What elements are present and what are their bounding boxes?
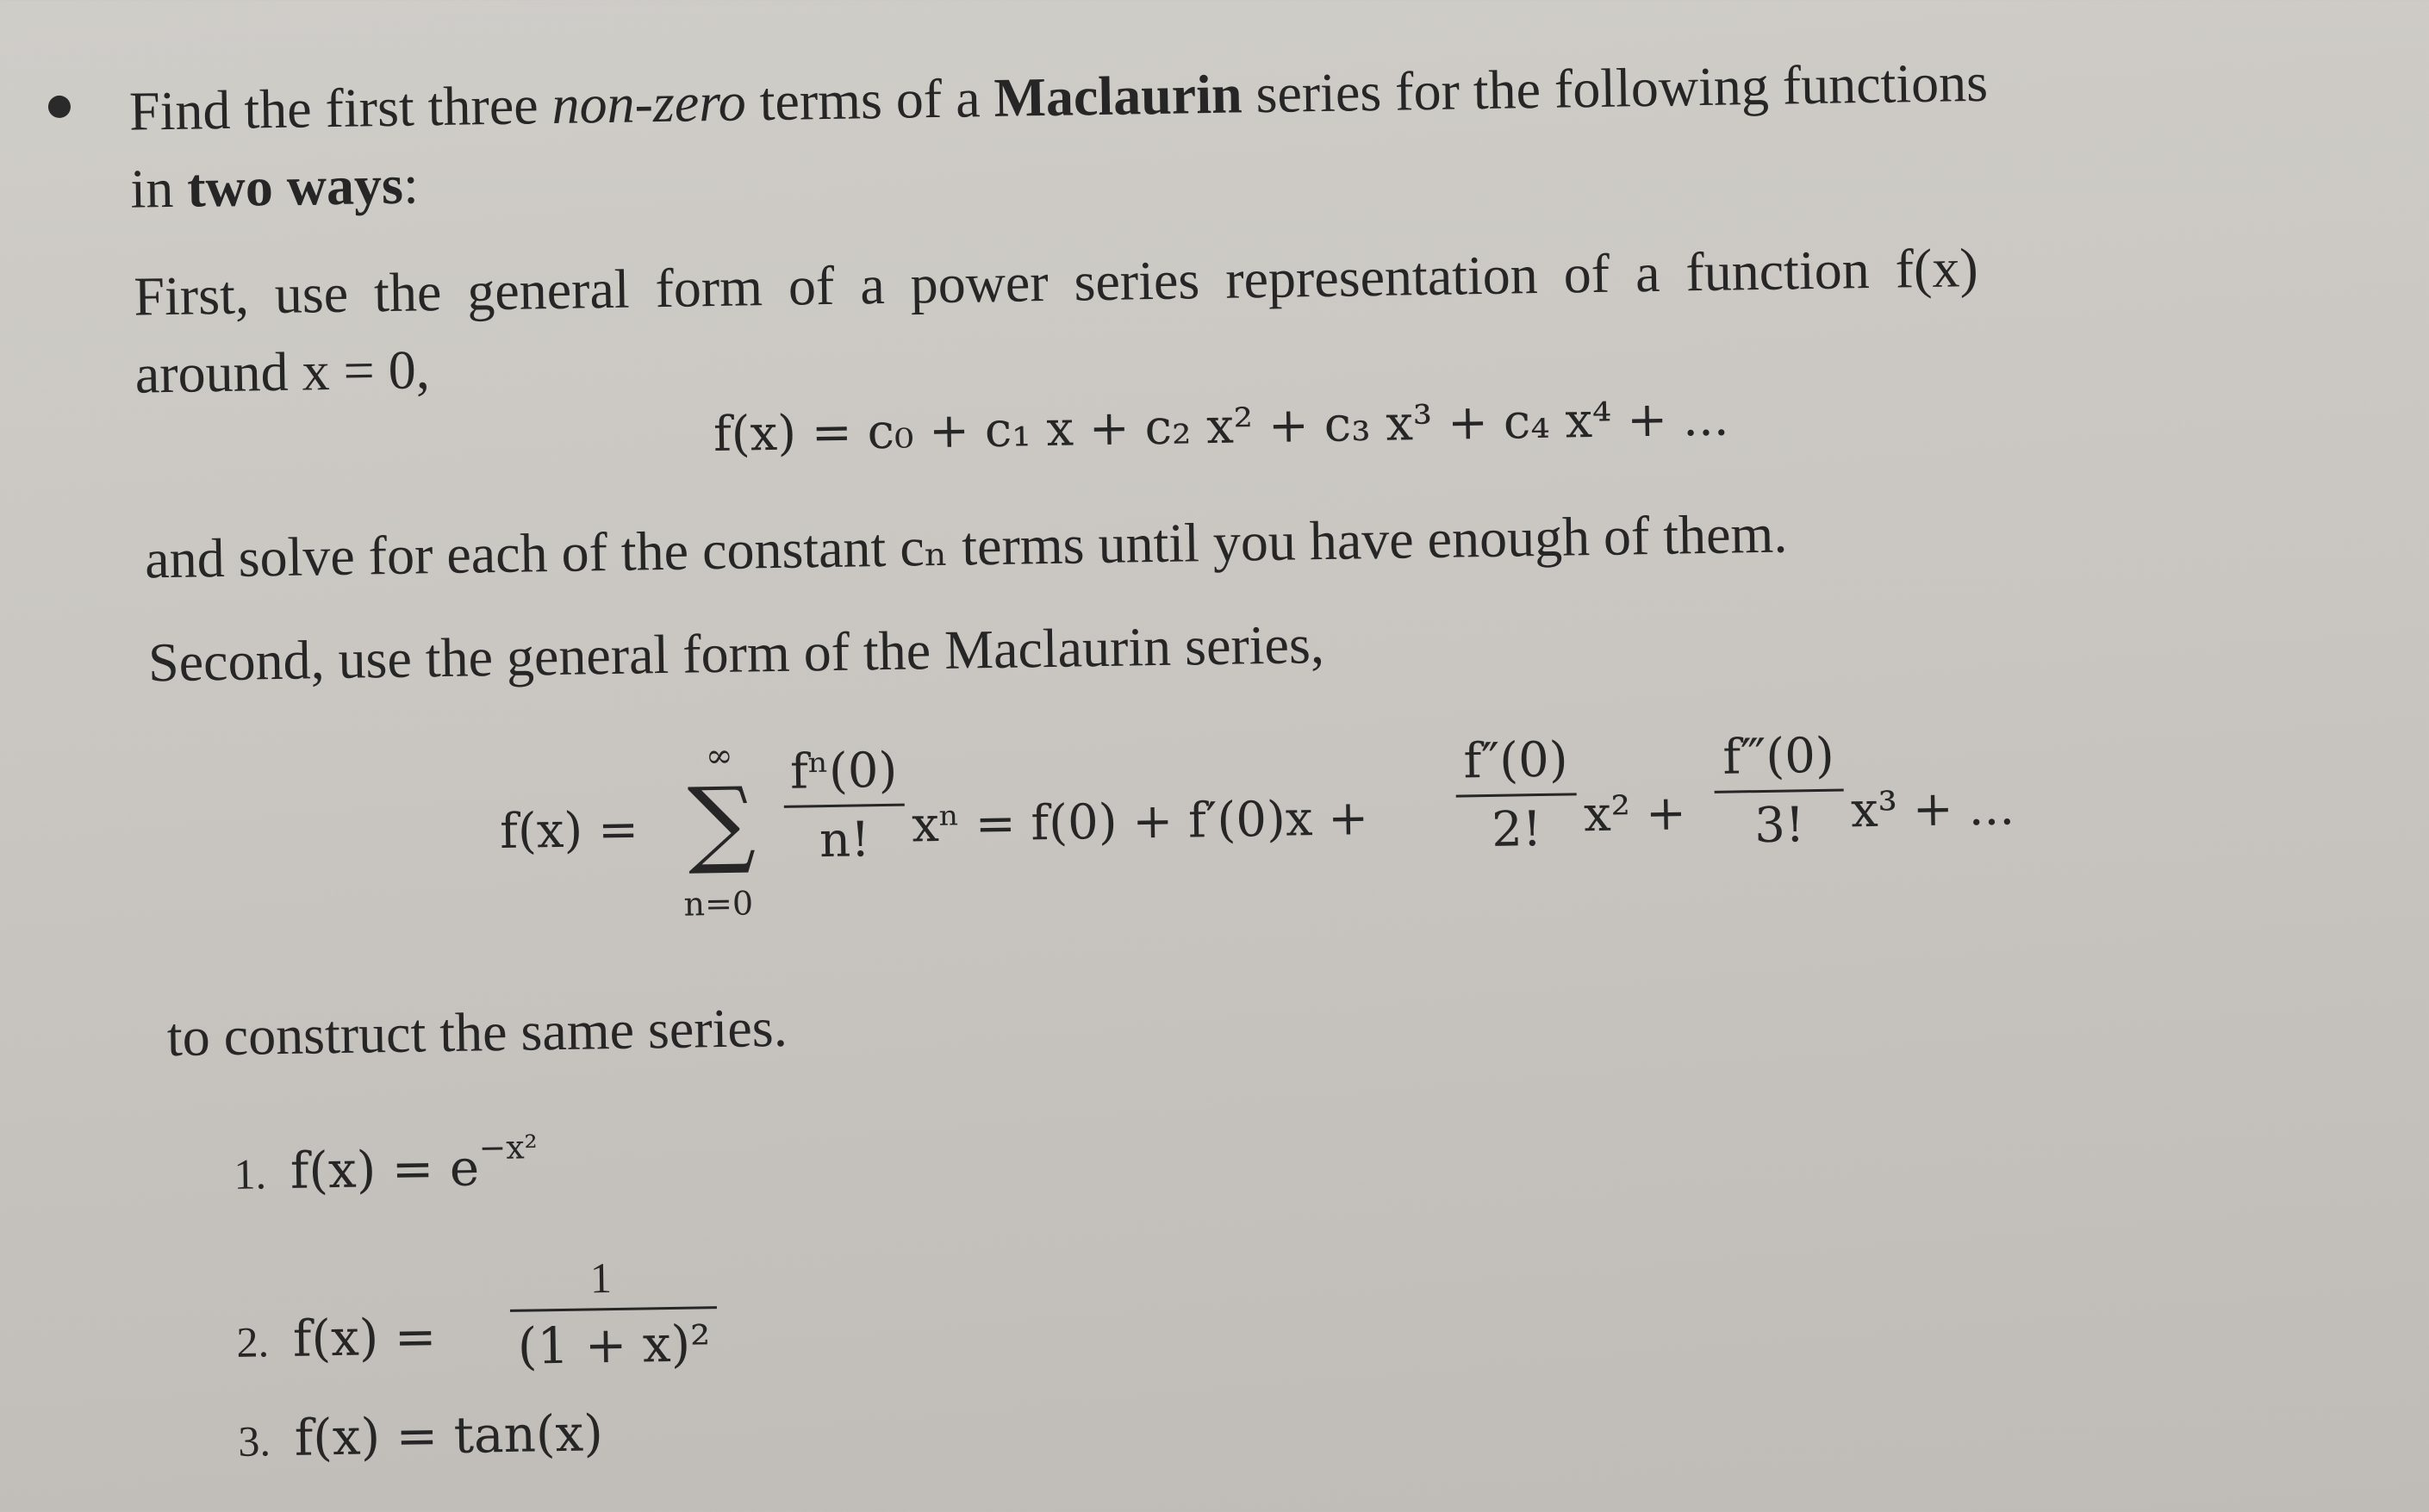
sum-symbol: ∑: [687, 766, 757, 878]
fraction-denominator: n!: [819, 812, 871, 869]
fraction-numerator: 1: [589, 1254, 613, 1303]
problem-number: 2.: [236, 1317, 270, 1366]
first-method-line-3: and solve for each of the constant cₙ terms until you have enough of them.: [144, 502, 1788, 590]
problem-number: 1.: [234, 1149, 267, 1198]
intro-text: Find the first three: [128, 73, 553, 142]
fraction-numerator: fⁿ(0): [789, 742, 898, 800]
second-method-line-1: Second, use the general form of the Maclaurin series,: [147, 613, 1325, 694]
intro-emphasis: non-zero: [551, 71, 747, 135]
fraction-numerator: f″(0): [1463, 731, 1569, 790]
problem-function: f(x) = tan(x): [294, 1403, 604, 1467]
fraction-bar: [510, 1306, 717, 1312]
intro-bold: two ways: [186, 153, 404, 219]
fraction-bar: [784, 804, 905, 808]
fraction-third-derivative: [1714, 728, 1845, 855]
intro-bold: Maclaurin: [993, 63, 1243, 128]
problem-function: f(x) =: [292, 1307, 437, 1368]
problem-1: [234, 1128, 539, 1201]
eq-lhs: f(x) =: [499, 801, 639, 861]
intro-text: in: [129, 157, 188, 220]
intro-line-1: [128, 51, 1989, 142]
maclaurin-equation: [498, 699, 2139, 949]
fraction-second-derivative: [1455, 731, 1578, 858]
eq-term-3: x³ + ...: [1850, 780, 2015, 839]
power-series-equation: f(x) = c₀ + c₁ x + c₂ x² + c₃ x³ + c₄ x⁴ + ...: [713, 390, 1729, 464]
problem-function: f(x) = e: [290, 1138, 480, 1200]
first-method-line-2: around x = 0,: [134, 339, 431, 405]
first-method-line-1: First, use the general form of a power series representation of a function f(x): [133, 236, 1979, 327]
fraction-bar: [1715, 789, 1844, 793]
fraction-nth-derivative: [783, 743, 906, 869]
fraction-denominator: (1 + x)²: [517, 1314, 711, 1376]
intro-line-2: [129, 153, 420, 220]
second-method-line-2: to construct the same series.: [166, 996, 788, 1068]
intro-text: series for the following functions: [1241, 51, 1989, 125]
problem-exponent: −x²: [478, 1128, 539, 1167]
problem-2: [235, 1249, 841, 1405]
problem-number: 3.: [237, 1416, 271, 1465]
eq-term-1: xⁿ = f(0) + f′(0)x +: [911, 790, 1369, 854]
bullet-point: [48, 96, 71, 118]
fraction-numerator: f‴(0): [1722, 727, 1835, 786]
eq-term-2: x² +: [1583, 785, 1687, 843]
sum-lower-limit: n=0: [683, 884, 754, 924]
problem-2-fraction: [509, 1251, 718, 1376]
fraction-bar: [1456, 793, 1577, 797]
sum-upper-limit: ∞: [705, 736, 733, 775]
fraction-denominator: 2!: [1491, 801, 1542, 858]
problem-3: [238, 1403, 604, 1468]
fraction-denominator: 3!: [1753, 797, 1805, 855]
intro-text: terms of a: [745, 66, 995, 133]
intro-text: :: [402, 153, 420, 215]
